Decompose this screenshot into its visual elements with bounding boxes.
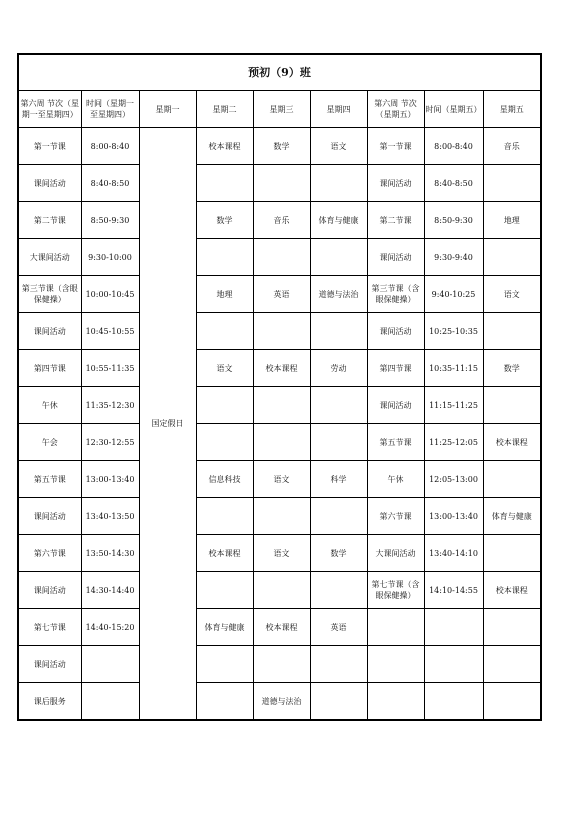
period-cell: 课间活动 [18,498,81,535]
header-time-mon-thu: 时间（星期一至星期四） [81,91,139,128]
header-period-mon-thu: 第六周 节次（星期一至星期四） [18,91,81,128]
wednesday-cell [253,239,310,276]
period-cell: 第七节课 [18,609,81,646]
time-cell [81,646,139,683]
table-row [18,128,541,165]
friday-cell [483,239,541,276]
wednesday-cell [253,646,310,683]
time-cell: 8:50-9:30 [81,202,139,239]
wednesday-cell: 语文 [253,461,310,498]
thursday-cell: 英语 [310,609,367,646]
thursday-cell [310,683,367,721]
wednesday-cell [253,165,310,202]
header-wednesday: 星期三 [253,91,310,128]
table-row [18,609,541,646]
friday-period-cell: 课间活动 [367,387,424,424]
thursday-cell [310,572,367,609]
period-cell: 午休 [18,387,81,424]
wednesday-cell: 语文 [253,535,310,572]
friday-period-cell [367,609,424,646]
time-cell: 13:00-13:40 [81,461,139,498]
friday-period-cell: 大课间活动 [367,535,424,572]
period-cell: 午会 [18,424,81,461]
time-cell: 13:50-14:30 [81,535,139,572]
wednesday-cell: 音乐 [253,202,310,239]
table-row [18,239,541,276]
friday-cell: 体育与健康 [483,498,541,535]
thursday-cell [310,313,367,350]
table-row [18,646,541,683]
period-cell: 第一节课 [18,128,81,165]
time-cell: 8:00-8:40 [81,128,139,165]
friday-time-cell: 13:00-13:40 [424,498,483,535]
friday-time-cell [424,609,483,646]
tuesday-cell [196,572,253,609]
header-tuesday: 星期二 [196,91,253,128]
tuesday-cell [196,498,253,535]
friday-time-cell: 9:30-9:40 [424,239,483,276]
friday-period-cell: 第六节课 [367,498,424,535]
time-cell: 14:30-14:40 [81,572,139,609]
thursday-cell: 数学 [310,535,367,572]
table-row [18,572,541,609]
period-cell: 第四节课 [18,350,81,387]
thursday-cell [310,424,367,461]
friday-period-cell: 第三节课（含眼保健操） [367,276,424,313]
friday-period-cell: 课间活动 [367,239,424,276]
time-cell: 8:40-8:50 [81,165,139,202]
table-row [18,313,541,350]
table-row [18,387,541,424]
friday-cell [483,165,541,202]
tuesday-cell: 地理 [196,276,253,313]
tuesday-cell [196,239,253,276]
timetable-body [18,54,541,720]
thursday-cell: 劳动 [310,350,367,387]
wednesday-cell [253,498,310,535]
friday-period-cell: 第七节课（含眼保健操） [367,572,424,609]
friday-time-cell: 8:40-8:50 [424,165,483,202]
table-row [18,424,541,461]
table-row [18,350,541,387]
thursday-cell [310,646,367,683]
time-cell: 10:45-10:55 [81,313,139,350]
friday-time-cell [424,683,483,721]
tuesday-cell [196,424,253,461]
tuesday-cell [196,313,253,350]
period-cell: 课间活动 [18,165,81,202]
timetable-title: 预初（9）班 [18,54,541,91]
thursday-cell [310,165,367,202]
friday-period-cell: 课间活动 [367,313,424,350]
friday-period-cell: 第四节课 [367,350,424,387]
friday-time-cell: 14:10-14:55 [424,572,483,609]
friday-time-cell [424,646,483,683]
friday-time-cell: 10:35-11:15 [424,350,483,387]
period-cell: 第五节课 [18,461,81,498]
period-cell: 课间活动 [18,313,81,350]
friday-time-cell: 11:25-12:05 [424,424,483,461]
time-cell: 12:30-12:55 [81,424,139,461]
friday-period-cell: 第二节课 [367,202,424,239]
header-row [18,91,541,128]
thursday-cell: 道德与法治 [310,276,367,313]
thursday-cell [310,498,367,535]
period-cell: 课后服务 [18,683,81,721]
time-cell: 10:55-11:35 [81,350,139,387]
header-period-fri: 第六周 节次（星期五） [367,91,424,128]
friday-cell [483,646,541,683]
wednesday-cell [253,387,310,424]
friday-period-cell: 课间活动 [367,165,424,202]
wednesday-cell [253,313,310,350]
time-cell: 13:40-13:50 [81,498,139,535]
header-friday: 星期五 [483,91,541,128]
friday-time-cell: 9:40-10:25 [424,276,483,313]
table-row [18,202,541,239]
period-cell: 课间活动 [18,572,81,609]
thursday-cell: 语文 [310,128,367,165]
friday-period-cell: 第五节课 [367,424,424,461]
header-time-fri: 时间（星期五） [424,91,483,128]
wednesday-cell: 道德与法治 [253,683,310,721]
friday-time-cell: 12:05-13:00 [424,461,483,498]
friday-cell: 校本课程 [483,572,541,609]
period-cell: 第二节课 [18,202,81,239]
friday-cell: 地理 [483,202,541,239]
title-row [18,54,541,91]
friday-cell: 音乐 [483,128,541,165]
friday-time-cell: 8:50-9:30 [424,202,483,239]
period-cell: 课间活动 [18,646,81,683]
table-row [18,276,541,313]
time-cell: 9:30-10:00 [81,239,139,276]
friday-cell [483,313,541,350]
tuesday-cell: 语文 [196,350,253,387]
thursday-cell [310,239,367,276]
friday-period-cell: 第一节课 [367,128,424,165]
friday-cell [483,683,541,721]
monday-holiday-cell: 国定假日 [139,128,196,721]
friday-period-cell [367,683,424,721]
friday-cell [483,387,541,424]
table-row [18,461,541,498]
period-cell: 第六节课 [18,535,81,572]
thursday-cell [310,387,367,424]
friday-cell [483,461,541,498]
friday-cell: 语文 [483,276,541,313]
wednesday-cell: 英语 [253,276,310,313]
table-row [18,165,541,202]
table-row [18,498,541,535]
friday-time-cell: 8:00-8:40 [424,128,483,165]
tuesday-cell [196,387,253,424]
thursday-cell: 体育与健康 [310,202,367,239]
header-monday: 星期一 [139,91,196,128]
tuesday-cell: 校本课程 [196,128,253,165]
friday-period-cell [367,646,424,683]
table-row [18,683,541,721]
friday-time-cell: 10:25-10:35 [424,313,483,350]
time-cell: 10:00-10:45 [81,276,139,313]
tuesday-cell: 体育与健康 [196,609,253,646]
tuesday-cell: 校本课程 [196,535,253,572]
friday-cell [483,535,541,572]
wednesday-cell: 校本课程 [253,609,310,646]
friday-time-cell: 13:40-14:10 [424,535,483,572]
tuesday-cell [196,165,253,202]
wednesday-cell: 校本课程 [253,350,310,387]
header-thursday: 星期四 [310,91,367,128]
friday-period-cell: 午休 [367,461,424,498]
tuesday-cell [196,683,253,721]
table-row [18,535,541,572]
friday-cell: 数学 [483,350,541,387]
time-cell [81,683,139,721]
period-cell: 第三节课（含眼保健操） [18,276,81,313]
wednesday-cell: 数学 [253,128,310,165]
time-cell: 11:35-12:30 [81,387,139,424]
tuesday-cell: 数学 [196,202,253,239]
friday-cell: 校本课程 [483,424,541,461]
friday-cell [483,609,541,646]
wednesday-cell [253,424,310,461]
period-cell: 大课间活动 [18,239,81,276]
wednesday-cell [253,572,310,609]
tuesday-cell: 信息科技 [196,461,253,498]
tuesday-cell [196,646,253,683]
friday-time-cell: 11:15-11:25 [424,387,483,424]
thursday-cell: 科学 [310,461,367,498]
timetable [17,53,542,721]
time-cell: 14:40-15:20 [81,609,139,646]
